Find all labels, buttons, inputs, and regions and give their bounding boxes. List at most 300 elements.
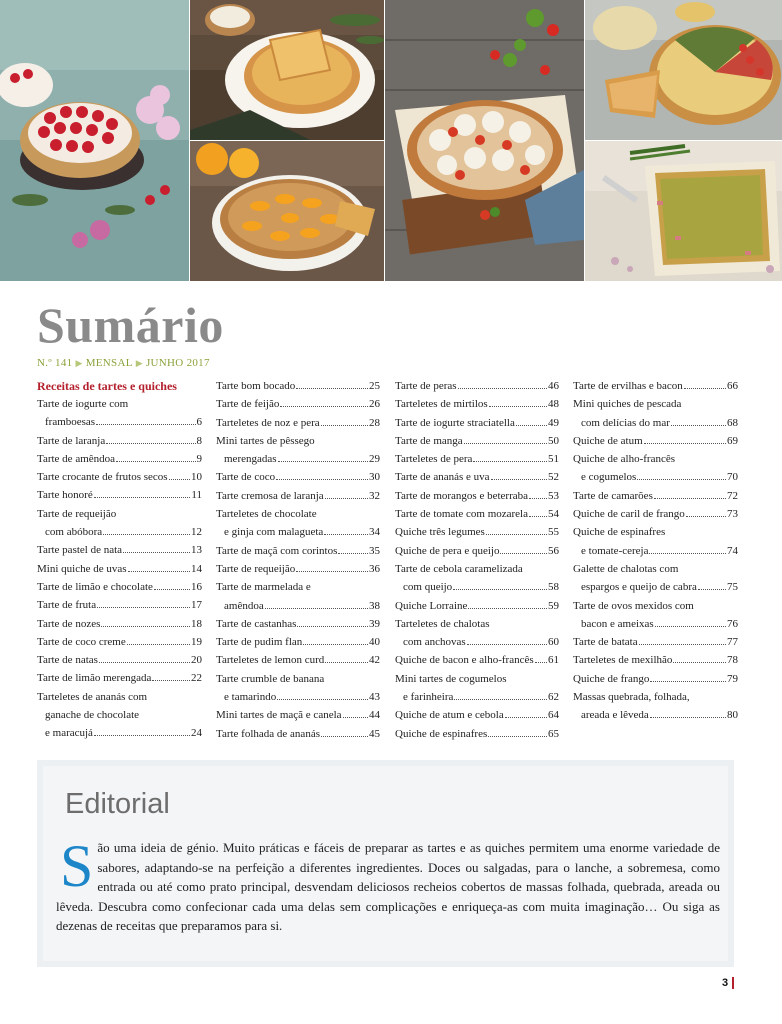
toc-entry [573,633,738,651]
toc-entry-title: Tarteletes de noz e pera [216,416,320,429]
toc-entry [573,523,738,560]
leader-dots [265,608,368,609]
toc-entry-line [573,706,738,724]
toc-entry-title: Tarte crumble de banana [216,672,325,685]
toc-entry-line [395,578,559,596]
toc-entry-line [37,541,202,559]
toc-page-number: 50 [548,434,559,447]
leader-dots [535,662,547,663]
toc-page-number: 8 [196,434,202,447]
leader-dots [296,571,368,572]
arrow-icon: ▶ [135,358,143,368]
toc-entry-line [395,633,559,651]
toc-entry-title: Tarte de iogurte straciatella [395,416,515,429]
toc-entry-line [573,542,738,560]
toc-page-number: 24 [191,727,202,740]
leader-dots [468,608,547,609]
toc-entry-line [37,578,202,596]
toc-entry [395,542,559,560]
toc-entry-line [395,395,559,413]
toc-entry-line [216,414,380,432]
toc-entry-line [216,597,380,615]
toc-entry [573,432,738,450]
toc-entry [37,450,202,468]
toc-page-number: 61 [548,654,559,667]
toc-page-number: 16 [191,580,202,593]
toc-entry-title: ganache de chocolate [45,709,140,722]
toc-page-number: 64 [548,709,559,722]
leader-dots [650,681,726,682]
toc-entry [216,725,380,743]
toc-entry-title: e farinheira [403,691,454,704]
toc-page-number: 39 [369,617,380,630]
editorial-dropcap: S [60,833,94,899]
toc-page-number: 6 [196,416,202,429]
toc-entry-title: Mini tartes de pêssego [216,434,315,447]
toc-page-number: 54 [548,508,559,521]
toc-entry-title: Tarte crocante de frutos secos [37,471,168,484]
toc-entry-line [216,468,380,486]
leader-dots [473,461,547,462]
leader-dots [154,589,190,590]
toc-entry [573,651,738,669]
toc-page-number: 78 [727,654,738,667]
toc-entry-title: com queijo [403,581,453,594]
toc-entry-line [37,523,202,541]
leader-dots [639,644,726,645]
toc-page-number: 22 [191,672,202,685]
toc-entry-title: Tarte de manga [395,434,463,447]
toc-entry [37,541,202,559]
toc-entry-title: Tarte de morangos e beterraba [395,489,528,502]
toc-entry-title: Tarteletes de ananás com [37,690,148,703]
leader-dots [654,498,726,499]
issue-number: N.º 141 [37,357,73,369]
leader-dots [94,497,191,498]
toc-entry-title: Mini tartes de cogumelos [395,672,507,685]
toc-entry-line [573,377,738,395]
toc-page-number: 76 [727,617,738,630]
leader-dots [649,553,726,554]
leader-dots [505,717,547,718]
toc-page-number: 14 [191,562,202,575]
toc-entry [573,560,738,597]
toc-entry-line [37,651,202,669]
toc-page-number: 28 [369,416,380,429]
leader-dots [529,516,547,517]
toc-entry-title: Tarte de marmelada e [216,581,311,594]
toc-page-number: 51 [548,453,559,466]
toc-page-number: 35 [369,544,380,557]
toc-entry-line [395,377,559,395]
toc-page-number: 65 [548,727,559,740]
toc-entry [573,670,738,688]
leader-dots [325,662,368,663]
leader-dots [464,443,547,444]
toc-entry [37,560,202,578]
issue-frequency: MENSAL [85,357,133,369]
leader-dots [303,644,368,645]
leader-dots [325,498,368,499]
leader-dots [276,479,368,480]
toc-entry-line [216,542,380,560]
toc-entry-title: framboesas [45,416,96,429]
toc-page-number: 80 [727,709,738,722]
toc-entry-title: Mini tartes de maçã e canela [216,709,342,722]
toc-entry-line [216,377,380,395]
toc-entry-line [395,670,559,688]
leader-dots [529,498,547,499]
toc-page-number: 12 [191,526,202,539]
leader-dots [321,736,368,737]
toc-entry-line [216,523,380,541]
toc-entry [216,633,380,651]
toc-entry-line [573,651,738,669]
toc-entry-title: Quiche de atum e cebola [395,709,504,722]
toc-entry [395,670,559,707]
toc-entry [216,414,380,432]
toc-entry [573,597,738,634]
toc-entry [395,468,559,486]
toc-entry-line [216,450,380,468]
toc-page-number: 77 [727,636,738,649]
photo-raspberry-tart [0,0,189,281]
toc-entry-title: areada e lêveda [581,709,649,722]
toc-page-number: 26 [369,398,380,411]
toc-page-number: 59 [548,599,559,612]
toc-entry [37,669,202,687]
leader-dots [486,534,547,535]
toc-entry-line [395,688,559,706]
toc-page-number: 9 [196,452,202,465]
toc-page-number: 60 [548,636,559,649]
toc-entry [395,377,559,395]
arrow-icon: ▶ [75,358,83,368]
toc-entry [37,596,202,614]
toc-entry [216,542,380,560]
leader-dots [453,589,547,590]
toc-page-number: 46 [548,380,559,392]
toc-entry-line [216,578,380,596]
leader-dots [488,736,547,737]
toc-entry-line [573,468,738,486]
toc-page-number: 36 [369,562,380,575]
leader-dots [94,735,190,736]
toc-entry-line [37,688,202,706]
toc-entry-line [395,487,559,505]
editorial-box [37,760,734,967]
toc-entry [216,395,380,413]
toc-entry-title: Tarte de requeijão [37,507,117,520]
toc-entry-title: Tarte bom bocado [216,380,296,392]
toc-entry-line [216,725,380,743]
toc-entry-line [216,706,380,724]
photo-green-quiche [585,141,782,281]
toc-entry-title: Quiche três legumes [395,526,485,539]
toc-entry [395,395,559,413]
leader-dots [280,406,368,407]
toc-entry-title: com abóbora [45,526,103,539]
toc-entry-line [395,414,559,432]
toc-entry-line [573,578,738,596]
toc-entry [573,487,738,505]
toc-entry-title: Tarte de ananás e uva [395,471,490,484]
issue-date: JUNHO 2017 [145,357,210,369]
toc-page-number: 69 [727,434,738,447]
toc-entry-title: e tamarindo [224,691,277,704]
toc-entry [216,377,380,395]
toc-entry-line [573,414,738,432]
leader-dots [644,443,726,444]
toc-entry-line [395,468,559,486]
toc-entry-title: Tarte de ovos mexidos com [573,599,694,612]
toc-entry-title: Tarte de tomate com mozarela [395,508,528,521]
toc-entry-title: Tarte de natas [37,654,98,667]
leader-dots [655,626,726,627]
toc-entry-line [395,542,559,560]
toc-entry-title: e ginja com malagueta [224,526,324,539]
toc-entry-title: e maracujá [45,727,93,740]
toc-entry-title: Tarte de castanhas [216,617,297,630]
toc-entry-title: Tarteletes de mexilhão [573,654,673,667]
toc-column-4 [573,377,738,725]
toc-entry [216,487,380,505]
toc-entry-line [395,523,559,541]
toc-page-number: 66 [727,380,738,392]
toc-entry-line [37,450,202,468]
toc-page-number: 17 [191,599,202,612]
toc-entry [37,486,202,504]
toc-entry [216,706,380,724]
toc-entry-line [395,597,559,615]
photo-orange-fruit-tart [190,141,384,281]
toc-entry [395,450,559,468]
leader-dots [454,699,547,700]
toc-entry-title: Mini quiches de pescada [573,398,682,411]
toc-entry-line [573,395,738,413]
toc-entry-title: Quiche de espinafres [573,526,666,539]
toc-entry [573,395,738,432]
toc-page-number: 11 [191,489,202,502]
toc-page-number: 45 [369,727,380,740]
toc-entry-line [37,468,202,486]
leader-dots [491,479,547,480]
toc-page-number: 75 [727,581,738,594]
toc-entry-title: com anchovas [403,636,466,649]
leader-dots [516,425,547,426]
toc-entry-title: Tarte de feijão [216,398,280,411]
toc-page-number: 73 [727,508,738,521]
toc-entry-line [573,450,738,468]
leader-dots [128,571,190,572]
toc-entry-title: Quiche de espinafres [395,727,488,740]
toc-entry [395,597,559,615]
toc-entry [37,615,202,633]
toc-page-number: 19 [191,635,202,648]
toc-entry-title: Tarte de limão e chocolate [37,580,153,593]
leader-dots [278,461,368,462]
toc-page-number: 53 [548,489,559,502]
leader-dots [324,534,368,535]
toc-entry-title: bacon e ameixas [581,617,654,630]
toc-entry [37,688,202,743]
toc-entry-line [395,505,559,523]
toc-entry-title: Tarte de batata [573,636,638,649]
toc-entry-line [37,596,202,614]
leader-dots [116,461,195,462]
toc-entry-title: Quiche de bacon e alho-francês [395,654,534,667]
toc-page-number: 43 [369,691,380,704]
page-title: Sumário [37,297,224,353]
toc-column-3 [395,377,559,743]
toc-entry-line [395,432,559,450]
toc-entry-title: Tarteletes de pera [395,453,473,466]
leader-dots [467,644,547,645]
toc-entry-line [395,651,559,669]
toc-entry-title: Massas quebrada, folhada, [573,691,690,704]
toc-entry-title: Tarteletes de chocolate [216,508,317,521]
leader-dots [99,662,190,663]
toc-entry-title: Tarteletes de mirtilos [395,398,488,411]
toc-page-number: 58 [548,581,559,594]
leader-dots [127,644,190,645]
toc-entry-line [395,560,559,578]
toc-entry [395,560,559,597]
toc-entry-line [573,633,738,651]
toc-page-number: 34 [369,526,380,539]
toc-entry-title: com delícias do mar [581,416,670,429]
toc-entry-line [573,688,738,706]
leader-dots [458,388,547,389]
toc-entry-line [37,413,202,431]
leader-dots [97,607,190,608]
toc-page-number: 13 [191,544,202,557]
toc-entry-title: Tarte cremosa de laranja [216,489,324,502]
toc-column-1 [37,377,202,743]
toc-entry-title: Quiche de frango [573,672,650,685]
toc-entry-title: espargos e queijo de cabra [581,581,697,594]
leader-dots [489,406,547,407]
leader-dots [296,388,368,389]
toc-entry-line [37,706,202,724]
photo-orange-tart-slice [190,0,384,140]
leader-dots [650,717,726,718]
issue-info [37,357,210,369]
toc-page-number: 56 [548,544,559,557]
leader-dots [684,388,726,389]
toc-entry [395,615,559,652]
leader-dots [169,479,190,480]
toc-page-number: 10 [191,471,202,484]
toc-entry-title: e cogumelos [581,471,637,484]
toc-page-number: 48 [548,398,559,411]
toc-entry-line [37,615,202,633]
toc-page-number: 74 [727,544,738,557]
toc-page-number: 70 [727,471,738,484]
toc-entry [37,505,202,542]
toc-entry-title: Tarte de nozes [37,617,101,630]
photo-quiche [585,0,782,140]
leader-dots [698,589,726,590]
toc-entry [216,651,380,669]
toc-entry-line [573,432,738,450]
editorial-title: Editorial [65,788,170,820]
toc-entry-title: Tarte folhada de ananás [216,727,320,740]
toc-entry-line [573,523,738,541]
toc-entry-title: Tarte de coco creme [37,635,126,648]
toc-entry [573,688,738,725]
editorial-inner [43,766,728,961]
toc-entry-line [37,432,202,450]
toc-entry-title: Tarte de peras [395,380,457,392]
toc-entry [395,505,559,523]
toc-page-number: 20 [191,654,202,667]
toc-entry-title: Tarte de cebola caramelizada [395,562,523,575]
toc-entry-title: Tarte de coco [216,471,276,484]
toc-entry-title: Mini quiche de uvas [37,562,127,575]
leader-dots [101,626,190,627]
toc-page-number: 18 [191,617,202,630]
toc-entry-line [573,505,738,523]
toc-page-number: 29 [369,453,380,466]
toc-entry [395,706,559,724]
toc-entry-title: Quiche Lorraine [395,599,468,612]
toc-entry-title: Tarteletes de lemon curd [216,654,325,667]
toc-entry [37,468,202,486]
toc-page-number: 40 [369,636,380,649]
toc-entry [395,414,559,432]
leader-dots [152,680,190,681]
toc-page-number: 68 [727,416,738,429]
toc-entry-line [216,615,380,633]
leader-dots [123,552,190,553]
toc-entry-title: Tarte pastel de nata [37,544,123,557]
toc-entry-title: Tarte honoré [37,489,93,502]
toc-entry [37,395,202,432]
toc-entry-line [37,724,202,742]
toc-entry-line [395,615,559,633]
toc-entry-line [573,615,738,633]
toc-entry-line [216,432,380,450]
toc-page-number: 49 [548,416,559,429]
toc-entry [573,450,738,487]
toc-entry-line [216,633,380,651]
toc-entry [395,725,559,743]
toc-entry-line [573,670,738,688]
toc-section-heading: Receitas de tartes e quiches [37,379,177,393]
toc-entry-title: Tarte de laranja [37,434,106,447]
toc-entry-title: merengadas [224,453,277,466]
leader-dots [343,717,368,718]
leader-dots [338,553,368,554]
toc-entry [37,633,202,651]
toc-page-number: 38 [369,599,380,612]
toc-page-number: 32 [369,489,380,502]
toc-entry [216,432,380,469]
leader-dots [321,425,368,426]
toc-entry-title: Tarte de pudim flan [216,636,303,649]
toc-entry-title: Tarte de maçã com corintos [216,544,338,557]
toc-entry-line [216,651,380,669]
toc-entry [216,615,380,633]
leader-dots [673,662,726,663]
toc-page-number: 25 [369,380,380,392]
toc-entry-line [37,669,202,687]
toc-entry-line [37,560,202,578]
leader-dots [686,516,726,517]
leader-dots [103,534,190,535]
toc-entry [216,560,380,578]
